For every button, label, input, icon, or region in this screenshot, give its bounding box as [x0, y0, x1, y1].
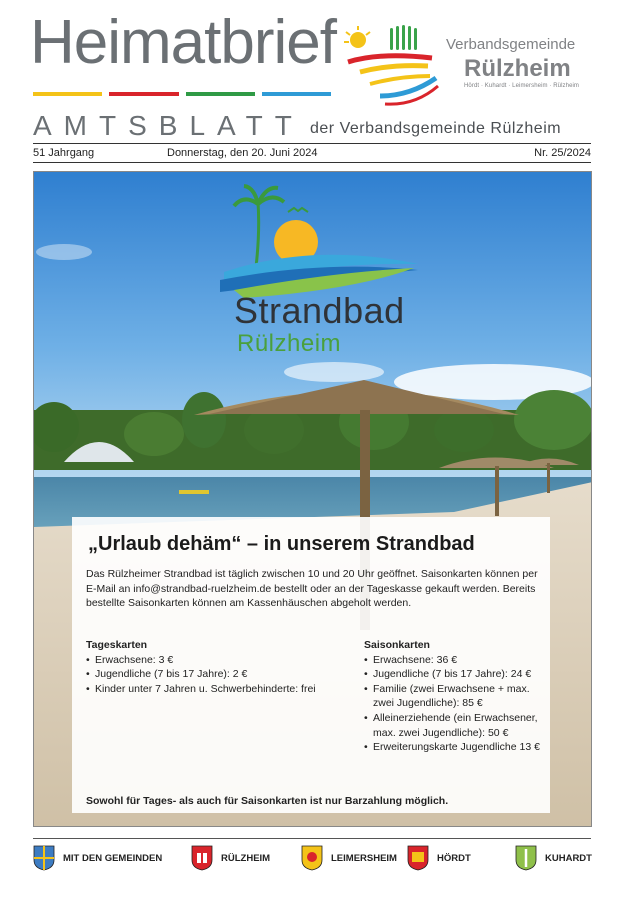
issue-volume: 51 Jahrgang: [33, 147, 95, 159]
footer-communities: [33, 843, 591, 873]
footer-rule: [33, 838, 591, 839]
leimersheim-crest-icon: [301, 845, 323, 871]
footer-label: KUHARDT: [545, 852, 592, 864]
payment-note: Sowohl für Tages- als auch für Saisonkarten ist nur Barzahlung möglich.: [86, 795, 449, 807]
issue-number: Nr. 25/2024: [534, 147, 591, 159]
strandbad-logo-name: Strandbad: [234, 290, 405, 331]
footer-item-vg: [33, 843, 162, 873]
color-bar-green: [186, 92, 255, 96]
strandbad-logo-place: Rülzheim: [237, 330, 342, 357]
footer-item-hoerdt: [407, 843, 471, 873]
hero-photo: [33, 171, 592, 827]
footer-item-kuhardt: [515, 843, 592, 873]
footer-item-leimersheim: [301, 843, 397, 873]
strandbad-info-box: [72, 517, 550, 813]
color-bar-yellow: [33, 92, 102, 96]
vg-place-name: Rülzheim: [464, 55, 571, 82]
list-item: • Erwachsene: 3 €: [86, 653, 356, 668]
season-tickets-column: [364, 638, 546, 755]
footer-item-ruelzheim: [191, 843, 270, 873]
color-bar-red: [109, 92, 178, 96]
issue-info-row: [33, 147, 591, 161]
list-item: • Jugendliche (7 bis 17 Jahre): 24 €: [364, 667, 546, 682]
vg-name-line: Verbandsgemeinde: [446, 36, 576, 53]
kuhardt-crest-icon: [515, 845, 537, 871]
color-bar-blue: [262, 92, 331, 96]
header-rule-bottom: [33, 162, 591, 163]
vg-ruelzheim-logo-icon: [340, 22, 440, 112]
footer-label: MIT DEN GEMEINDEN: [63, 852, 163, 864]
day-tickets-heading: Tageskarten: [86, 639, 148, 651]
list-item: • Erwachsene: 36 €: [364, 653, 546, 668]
day-tickets-column: [86, 638, 356, 696]
masthead-title: Heimatbrief: [30, 8, 336, 77]
vg-communities-line: Hördt · Kuhardt · Leimersheim · Rülzheim: [464, 83, 580, 89]
masthead-color-bars: [33, 92, 331, 96]
footer-label: RÜLZHEIM: [221, 852, 271, 864]
footer-label: LEIMERSHEIM: [331, 852, 397, 864]
list-item: • Jugendliche (7 bis 17 Jahre): 2 €: [86, 667, 356, 682]
masthead-subtitle: der Verbandsgemeinde Rülzheim: [310, 120, 562, 137]
amtsblatt-label: AMTSBLATT: [33, 110, 304, 141]
vg-crest-icon: [33, 845, 55, 871]
list-item: • Alleinerziehende (ein Erwachsener, max. zwei Jugendliche): 50 €: [364, 711, 546, 740]
header-rule-top: [33, 143, 591, 144]
issue-date: Donnerstag, den 20. Juni 2024: [167, 147, 318, 159]
info-box-title: „Urlaub dehäm“ – in unserem Strandbad: [88, 533, 475, 555]
season-tickets-heading: Saisonkarten: [364, 639, 430, 651]
footer-label: HÖRDT: [437, 852, 471, 864]
hoerdt-crest-icon: [407, 845, 429, 871]
list-item: • Familie (zwei Erwachsene + max. zwei Jugendliche): 85 €: [364, 682, 546, 711]
list-item: • Kinder unter 7 Jahren u. Schwerbehinderte: frei: [86, 682, 356, 697]
list-item: • Erweiterungskarte Jugendliche 13 €: [364, 740, 546, 755]
info-box-intro: Das Rülzheimer Strandbad ist täglich zwischen 10 und 20 Uhr geöffnet. Saisonkarten können per E-Mail an info@strandbad-ruelzheim.de bestellt oder an der Tageskasse gekauft werden. Bereits bestellte Saisonkarten können am Kassenhäuschen abgeholt werden.: [86, 568, 538, 610]
ruelzheim-crest-icon: [191, 845, 213, 871]
